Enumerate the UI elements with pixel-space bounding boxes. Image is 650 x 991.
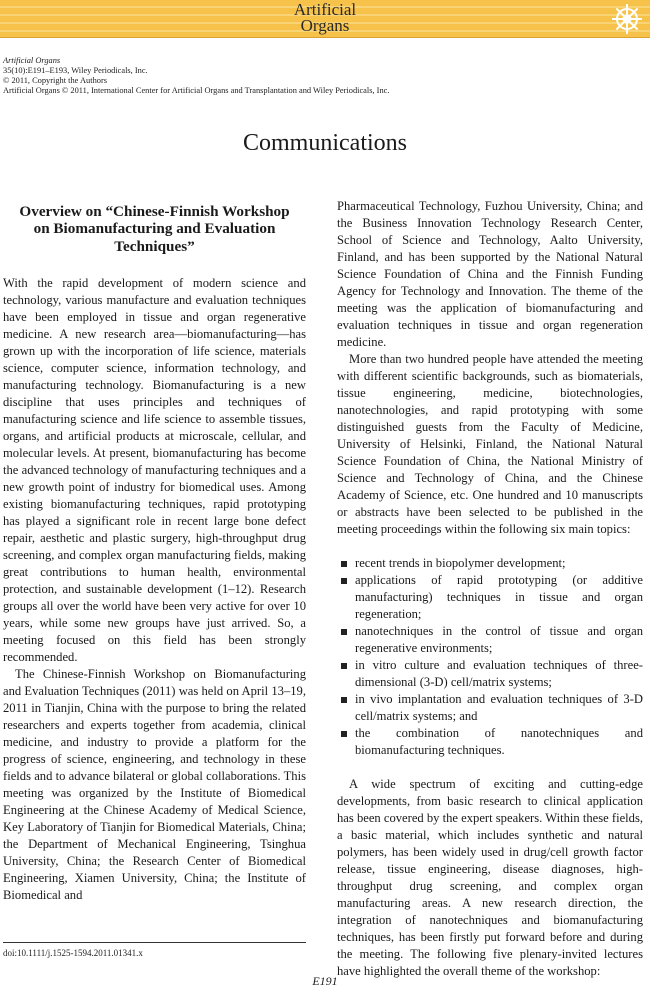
list-item-text: the combination of nanotechniques and biomanufacturing techniques.	[355, 726, 643, 757]
body-paragraph: A wide spectrum of exciting and cutting-edge developments, from basic research to clinical application has been covered by the expert speakers. Within these fields, a basic material, which includes synthetic and natural polymers, has been widely used in drug/cell growth factor release, tissue engineering, disease diagnoses, high-throughput drug screening, and complex organ manufacturing areas. A new research direction, the integration of nanotechniques and biomanufacturing techniques, has been firstly put forward before and during the meeting. The following five plenary-invited lectures have highlighted the overall theme of the workshop:	[337, 777, 643, 978]
list-item	[339, 623, 643, 657]
left-column	[3, 198, 306, 904]
body-paragraph: The Chinese-Finnish Workshop on Biomanufacturing and Evaluation Techniques (2011) was held on April 13–19, 2011 in Tianjin, China with the purpose to bring the related researchers and experts together from academia, clinical medicine, and industry to provide a platform for the progress of science, engineering, and technology in these fields and to advance bilateral or global collaborations. This meeting was organized by the Institute of Biomedical Engineering at the Chinese Academy of Medical Science, Key Laboratory of Tianjin for Biomedical Materials, China; the Department of Mechanical Engineering, Tsinghua University, China; the Research Center of Biomedical Engineering, Xiamen University, China; the Institute of Biomedical and	[3, 667, 306, 903]
square-bullet-icon	[341, 731, 347, 737]
journal-name: Artificial Organs	[3, 56, 61, 65]
topics-list	[339, 555, 643, 759]
list-item-text: applications of rapid prototyping (or additive manufacturing) techniques in tissue and organ regeneration;	[355, 573, 643, 621]
volume-line: 35(10):E191–E193, Wiley Periodicals, Inc.	[3, 66, 148, 75]
footnote-divider	[3, 942, 306, 943]
journal-banner-title	[0, 2, 650, 34]
citation-block	[3, 56, 389, 96]
square-bullet-icon	[341, 697, 347, 703]
list-item	[339, 691, 643, 725]
body-paragraph: More than two hundred people have attended the meeting with different scientific backgrounds, such as biomaterials, tissue engineering, medicine, biotechnologies, nanotechnologies, and rapid prototyping with some distinguished guests from the Faculty of Medicine, University of Helsinki, Finland, the National Natural Science Foundation of China, the National Ministry of Science and Technology of China, and the Chinese Academy of Science, etc. One hundred and 10 manuscripts or abstracts have been selected to be published in the meeting proceedings within the following six main topics:	[337, 352, 643, 536]
list-item	[339, 572, 643, 623]
square-bullet-icon	[341, 629, 347, 635]
right-column	[337, 198, 643, 980]
list-item	[339, 555, 643, 572]
list-item	[339, 657, 643, 691]
list-item	[339, 725, 643, 759]
section-title: Communications	[243, 130, 407, 156]
body-paragraph: With the rapid development of modern science and technology, various manufacture and evaluation techniques have been employed in tissue and organ regenerative medicine. A new research area—biomanufacturing—has grown up with the incorporation of life science, materials science, computer science, information technology, and manufacturing technology. Biomanufacturing is a new discipline that uses principles and techniques of manufacturing science and life science to assemble tissues, organs, and artificial products at microscale, cellular, and molecular levels. At present, biomanufacturing has become the advanced technology of manufacturing techniques and a new growth point of industry for biomedical uses. Among existing biomanufacturing techniques, rapid prototyping has played a significant role in recent large bone defect repair, aesthetic and plastic surgery, high-throughput drug screening, and complex organ manufacturing fields, making great contributions to human health, environmental protection, and sustainable development (1–12). Research groups all over the world have been very active for over 10 years, while some new groups have just arrived. So, a meeting focused on this field has been strongly recommended.	[3, 276, 306, 665]
doi-link[interactable]: doi:10.1111/j.1525-1594.2011.01341.x	[3, 948, 143, 958]
copyright-authors: © 2011, Copyright the Authors	[3, 76, 107, 85]
square-bullet-icon	[341, 578, 347, 584]
body-paragraph: Pharmaceutical Technology, Fuzhou University, China; and the Business Innovation Technology Research Center, School of Science and Technology, Aalto University, Finland, and has been supported by the National Natural Science Foundation of China and the Finnish Funding Agency for Technology and Innovation. The theme of the meeting was the application of biomanufacturing and evaluation techniques in tissue and organ regeneration medicine.	[337, 199, 643, 349]
journal-banner	[0, 0, 650, 38]
page-number: E191	[312, 974, 338, 988]
square-bullet-icon	[341, 561, 347, 567]
banner-title-line1: Artificial	[293, 0, 357, 19]
list-item-text: in vitro culture and evaluation techniques of three-dimensional (3-D) cell/matrix systems;	[355, 658, 643, 689]
square-bullet-icon	[341, 663, 347, 669]
list-item-text: in vivo implantation and evaluation techniques of 3-D cell/matrix systems; and	[355, 692, 643, 723]
ship-wheel-icon	[610, 2, 644, 36]
copyright-publisher: Artificial Organs © 2011, International Center for Artificial Organs and Transplantation and Wiley Periodicals, Inc.	[3, 86, 390, 95]
article-title: Overview on “Chinese-Finnish Workshop on Biomanufacturing and Evaluation Techniques”	[19, 203, 290, 255]
banner-title-line2: Organs	[300, 16, 350, 35]
list-item-text: nanotechniques in the control of tissue and organ regenerative environments;	[355, 624, 643, 655]
list-item-text: recent trends in biopolymer development;	[355, 556, 566, 570]
